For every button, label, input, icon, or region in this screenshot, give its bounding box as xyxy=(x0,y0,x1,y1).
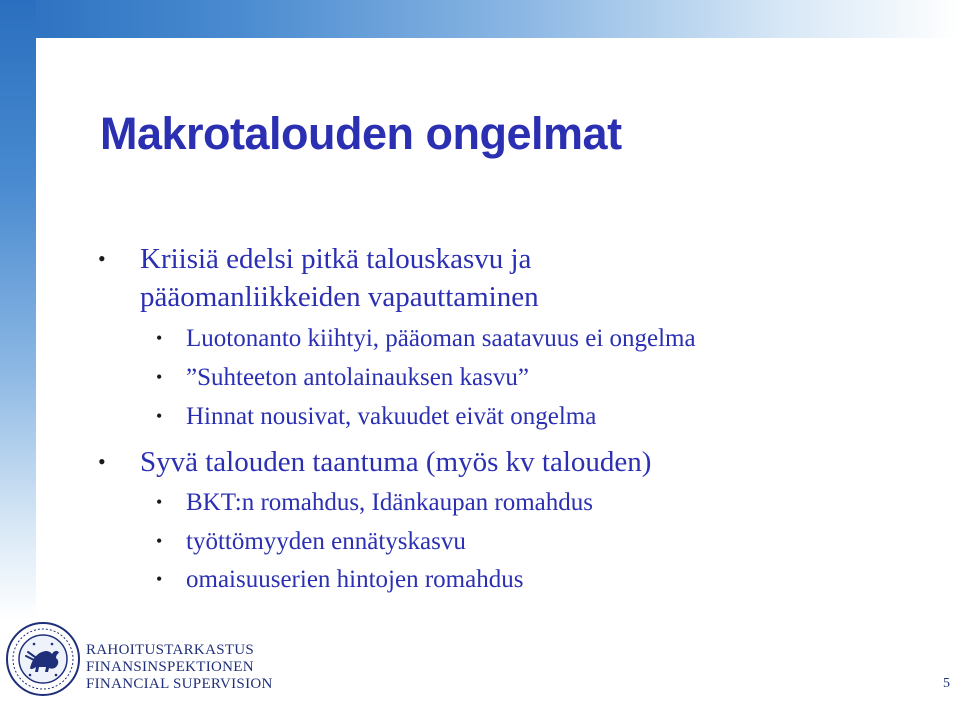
logo-line-english: FINANCIAL SUPERVISION xyxy=(86,676,273,692)
sub-bullet-marker: • xyxy=(156,569,163,589)
sub-bullet-1-3-text: Hinnat nousivat, vakuudet eivät ongelma xyxy=(186,403,597,430)
bullet-1-text-line2: pääomanliikkeiden vapauttaminen xyxy=(140,281,539,313)
bullet-2-text: Syvä talouden taantuma (myös kv talouden) xyxy=(140,446,652,478)
sub-bullet-marker: • xyxy=(156,406,163,426)
bullet-item-1-continued xyxy=(140,277,539,317)
sub-bullet-2-1-text: BKT:n romahdus, Idänkaupan romahdus xyxy=(186,489,594,516)
frame-top-bar xyxy=(0,0,960,38)
sub-bullet-1-2 xyxy=(156,361,529,395)
page-number: 5 xyxy=(943,676,950,691)
logo-line-swedish: FINANSINSPEKTIONEN xyxy=(86,659,254,675)
sub-bullet-2-3-text: omaisuuserien hintojen romahdus xyxy=(186,566,524,593)
logo-line-finnish: RAHOITUSTARKASTUS xyxy=(86,642,255,658)
sub-bullet-1-2-text: ”Suhteeton antolainauksen kasvu” xyxy=(186,364,529,391)
lion-seal-icon xyxy=(4,620,82,698)
sub-bullet-marker: • xyxy=(156,367,163,387)
bullet-marker: • xyxy=(98,449,106,474)
bullet-marker: • xyxy=(98,246,106,271)
sub-bullet-2-3 xyxy=(156,563,524,597)
sub-bullet-2-2 xyxy=(156,525,466,559)
sub-bullet-1-3 xyxy=(156,400,597,434)
sub-bullet-2-1 xyxy=(156,486,594,520)
sub-bullet-marker: • xyxy=(156,328,163,348)
sub-bullet-marker: • xyxy=(156,531,163,551)
sub-bullet-2-2-text: työttömyyden ennätyskasvu xyxy=(186,528,466,555)
sub-bullet-1-1-text: Luotonanto kiihtyi, pääoman saatavuus ei ongelma xyxy=(186,325,696,352)
organization-logo xyxy=(4,620,273,708)
bullet-1-text-line1: Kriisiä edelsi pitkä talouskasvu ja xyxy=(140,243,532,275)
sub-bullet-marker: • xyxy=(156,492,163,512)
bullet-item-1 xyxy=(98,239,532,279)
sub-bullet-1-1 xyxy=(156,322,696,356)
bullet-item-2 xyxy=(98,442,652,482)
frame-left-bar xyxy=(0,0,36,620)
slide-title: Makrotalouden ongelmat xyxy=(100,108,622,159)
logo-wordmark xyxy=(86,642,273,693)
